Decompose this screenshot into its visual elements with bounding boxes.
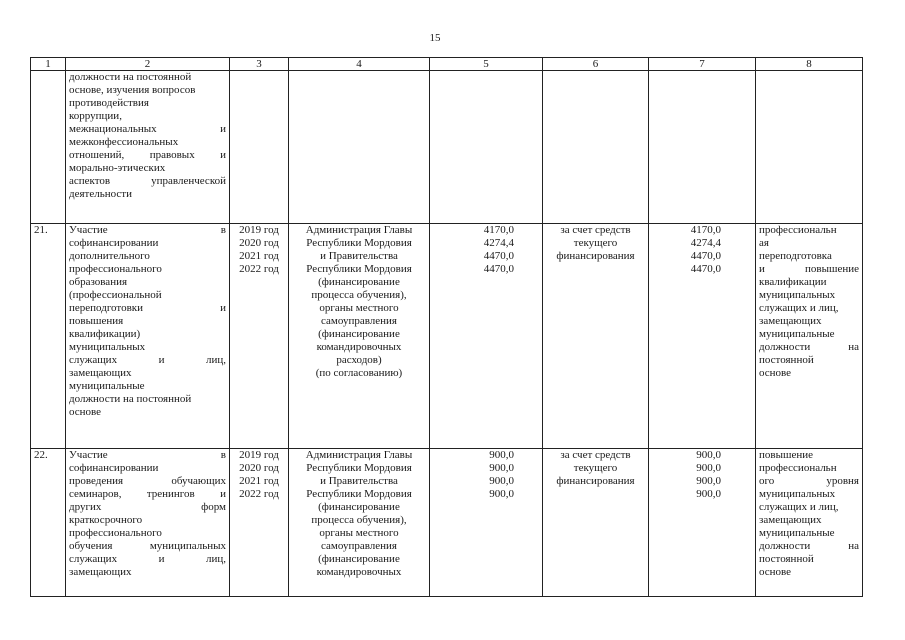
years-cell [230, 224, 289, 449]
measure-cell [66, 224, 230, 449]
text-line: 2019 год [239, 224, 279, 236]
number-cell: 22. [31, 449, 66, 597]
column-header: 6 [543, 58, 649, 71]
column-header: 2 [66, 58, 230, 71]
text-line: должности на постоянной [69, 393, 192, 405]
text-line: муниципальных [759, 488, 836, 500]
text-line: 4470,0 [483, 263, 514, 275]
text-line: за счет средств [560, 224, 631, 236]
text-line: Администрация Главы [305, 224, 413, 236]
program-table [30, 57, 863, 597]
text-line: 4170,0 [483, 224, 514, 236]
text-line: переподготовки и [69, 302, 226, 314]
column-header: 1 [31, 58, 66, 71]
table-row-22 [31, 449, 863, 597]
text-line: финансирования [556, 250, 635, 262]
measure-cell [66, 449, 230, 597]
budget-cell [649, 224, 756, 449]
text-line: профессиональн [759, 462, 837, 474]
text-line: морально-этических [69, 162, 166, 174]
text-line: семинаров, тренингов и [69, 488, 226, 500]
table-row-continuation [31, 71, 863, 224]
text-line: основе [759, 367, 792, 379]
executor-cell [289, 449, 430, 597]
text-line: 4274,4 [483, 237, 514, 249]
result-cell [756, 71, 863, 224]
text-line: профессионального [69, 263, 162, 275]
text-line: замещающих [69, 367, 132, 379]
amount-cell [430, 71, 543, 224]
column-header: 7 [649, 58, 756, 71]
years-cell [230, 71, 289, 224]
text-line: Республики Мордовия [306, 263, 412, 275]
text-line: 4274,4 [690, 237, 721, 249]
column-header: 5 [430, 58, 543, 71]
text-line: текущего [573, 237, 618, 249]
text-line: проведения обучающих [69, 475, 226, 487]
text-line: служащих и лиц, [69, 354, 226, 366]
text-line: 900,0 [696, 462, 721, 474]
text-line: 2020 год [239, 237, 279, 249]
text-line: (финансирование [318, 276, 400, 288]
text-line: коррупции, [69, 110, 122, 122]
column-header: 4 [289, 58, 430, 71]
budget-cell [649, 449, 756, 597]
text-line: межконфессиональных [69, 136, 179, 148]
text-line: муниципальных [69, 341, 146, 353]
text-line: расходов) [336, 354, 382, 366]
text-line: профессиональн [759, 224, 837, 236]
text-line: 900,0 [489, 462, 514, 474]
text-line: Республики Мордовия [306, 462, 412, 474]
text-line: 2021 год [239, 250, 279, 262]
executor-cell [289, 71, 430, 224]
text-line: 2022 год [239, 488, 279, 500]
text-line: переподготовка [759, 250, 832, 262]
text-line: софинансировании [69, 462, 159, 474]
text-line: и Правительства [320, 475, 398, 487]
text-line: Администрация Главы [305, 449, 413, 461]
amount-cell [430, 449, 543, 597]
text-line: процесса обучения), [311, 289, 407, 301]
text-line: и Правительства [320, 250, 398, 262]
measure-cell [66, 71, 230, 224]
text-line: противодействия [69, 97, 149, 109]
text-line: (финансирование [318, 501, 400, 513]
text-line: 4470,0 [690, 263, 721, 275]
text-line: образования [69, 276, 128, 288]
text-line: ого уровня [759, 475, 859, 487]
table-row-21 [31, 224, 863, 449]
text-line: должности на постоянной [69, 71, 192, 83]
text-line: (финансирование [318, 553, 400, 565]
text-line: повышение [759, 449, 813, 461]
text-line: замещающих [759, 514, 822, 526]
text-line: замещающих [759, 315, 822, 327]
source-cell [543, 224, 649, 449]
text-line: краткосрочного [69, 514, 143, 526]
text-line: постоянной [759, 354, 814, 366]
text-line: ая [759, 237, 769, 249]
text-line: самоуправления [321, 315, 397, 327]
text-line: за счет средств [560, 449, 631, 461]
number-cell [31, 71, 66, 224]
text-line: командировочных [316, 566, 402, 578]
text-line: 900,0 [696, 449, 721, 461]
text-line: 900,0 [489, 449, 514, 461]
text-line: командировочных [316, 341, 402, 353]
text-line: квалификации [759, 276, 827, 288]
text-line: служащих и лиц, [69, 553, 226, 565]
text-line: служащих и лиц, [759, 501, 839, 513]
result-cell [756, 449, 863, 597]
text-line: (профессиональной [69, 289, 162, 301]
text-line: 4470,0 [690, 250, 721, 262]
text-line: 2019 год [239, 449, 279, 461]
text-line: 900,0 [696, 488, 721, 500]
text-line: 900,0 [489, 488, 514, 500]
number-cell: 21. [31, 224, 66, 449]
text-line: органы местного [319, 527, 399, 539]
column-header: 8 [756, 58, 863, 71]
text-line: муниципальных [759, 289, 836, 301]
text-line: 2020 год [239, 462, 279, 474]
text-line: (по согласованию) [315, 367, 403, 379]
page-number: 15 [429, 32, 441, 44]
text-line: самоуправления [321, 540, 397, 552]
years-cell [230, 449, 289, 597]
text-line: основе, изучения вопросов [69, 84, 196, 96]
text-line: замещающих [69, 566, 132, 578]
text-line: софинансировании [69, 237, 159, 249]
text-line: Республики Мордовия [306, 488, 412, 500]
text-line: муниципальные [759, 527, 835, 539]
text-line: 4170,0 [690, 224, 721, 236]
text-line: и повышение [759, 263, 859, 275]
result-cell [756, 224, 863, 449]
amount-cell [430, 224, 543, 449]
text-line: межнациональных и [69, 123, 226, 135]
text-line: обучения муниципальных [69, 540, 226, 552]
text-line: текущего [573, 462, 618, 474]
text-line: постоянной [759, 553, 814, 565]
text-line: Участие в [69, 224, 226, 236]
text-line: должности на [759, 341, 859, 353]
text-line: основе [69, 406, 102, 418]
text-line: 900,0 [696, 475, 721, 487]
source-cell [543, 449, 649, 597]
text-line: других форм [69, 501, 226, 513]
source-cell [543, 71, 649, 224]
text-line: квалификации) [69, 328, 141, 340]
text-line: служащих и лиц, [759, 302, 839, 314]
text-line: дополнительного [69, 250, 150, 262]
text-line: муниципальные [759, 328, 835, 340]
text-line: отношений, правовых и [69, 149, 226, 161]
text-line: Участие в [69, 449, 226, 461]
text-line: Республики Мордовия [306, 237, 412, 249]
text-line: 900,0 [489, 475, 514, 487]
text-line: деятельности [69, 188, 132, 200]
text-line: органы местного [319, 302, 399, 314]
text-line: 2021 год [239, 475, 279, 487]
text-line: профессионального [69, 527, 162, 539]
column-header: 3 [230, 58, 289, 71]
text-line: основе [759, 566, 792, 578]
text-line: повышения [69, 315, 124, 327]
text-line: муниципальные [69, 380, 145, 392]
executor-cell [289, 224, 430, 449]
text-line: 2022 год [239, 263, 279, 275]
column-number-row [31, 58, 863, 71]
text-line: 4470,0 [483, 250, 514, 262]
text-line: (финансирование [318, 328, 400, 340]
text-line: аспектов управленческой [69, 175, 226, 187]
text-line: финансирования [556, 475, 635, 487]
text-line: должности на [759, 540, 859, 552]
budget-cell [649, 71, 756, 224]
text-line: процесса обучения), [311, 514, 407, 526]
